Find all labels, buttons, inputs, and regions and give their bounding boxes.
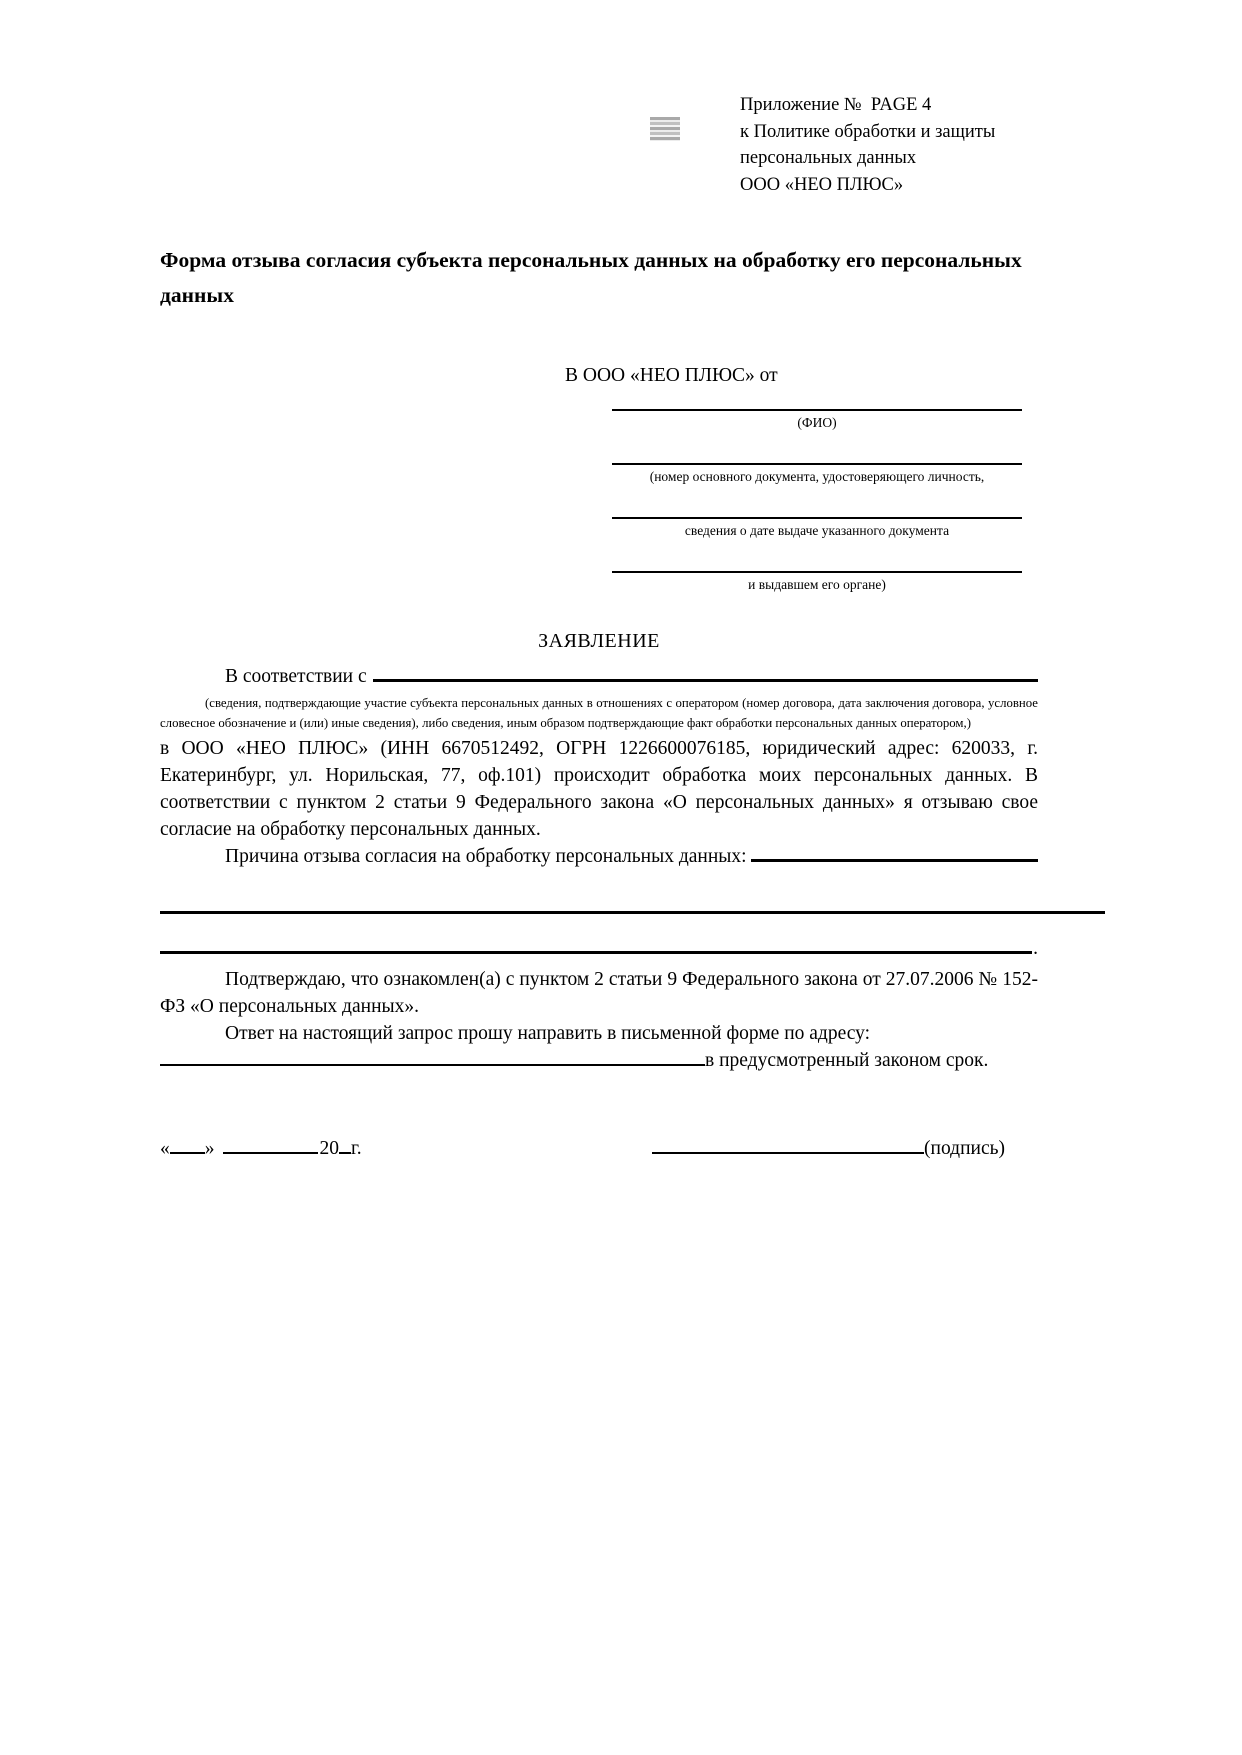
reason-line xyxy=(160,843,1038,870)
header-line-company: ООО «НЕО ПЛЮС» xyxy=(740,174,904,195)
form-field-issuing-authority[interactable] xyxy=(612,571,1022,593)
statement-body: в ООО «НЕО ПЛЮС» (ИНН 6670512492, ОГРН 1226600076185, юридический адрес: 620033, г. Екатеринбург, ул. Норильская, 77, оф.101) происходит обработка моих персональных данных. В соответствии с пунктом 2 статьи 9 Федерального закона «О персональных данных» я отзываю свое согласие на обработку персональных данных. xyxy=(160,738,1038,840)
year-blank[interactable] xyxy=(339,1152,351,1154)
signature-row xyxy=(160,1135,1005,1162)
intro-line xyxy=(160,663,1038,690)
addressee-to-line: В ООО «НЕО ПЛЮС» от xyxy=(565,365,778,386)
document-title: Форма отзыва согласия субъекта персональных данных на обработку его персональных данных xyxy=(160,248,1022,307)
confirmation-paragraph: Подтверждаю, что ознакомлен(а) с пунктом 2 статьи 9 Федерального закона от 27.07.2006 № 152-ФЗ «О персональных данных». xyxy=(160,969,1038,1017)
month-blank[interactable] xyxy=(223,1152,318,1154)
day-blank[interactable] xyxy=(170,1152,205,1154)
year-suffix: г. xyxy=(351,1138,362,1159)
blank-line-2-rule[interactable] xyxy=(160,951,1032,954)
header-line-personal-data: персональных данных xyxy=(740,148,917,168)
fine-print-note: (сведения, подтверждающие участие субъекта персональных данных в отношениях с оператором (номер договора, дата заключения договора, условное словесное обозначение и (или) иные сведения), либо сведения, иным образом подтверждающие факт обработки персональных данных оператором,) xyxy=(160,696,1038,730)
reason-label: Причина отзыва согласия на обработку персональных данных: xyxy=(225,846,747,867)
field-caption-fio: (ФИО) xyxy=(797,415,837,430)
reply-address-line xyxy=(160,1047,1038,1074)
blank-line-2 xyxy=(160,938,1038,960)
form-field-fio[interactable] xyxy=(612,409,1022,431)
signature-caption: (подпись) xyxy=(924,1138,1005,1159)
basis-blank-line[interactable] xyxy=(373,679,1038,682)
signature-blank[interactable] xyxy=(652,1152,924,1154)
header-block xyxy=(740,92,1040,198)
form-field-issue-date[interactable] xyxy=(612,517,1022,539)
field-caption-document-number: (номер основного документа, удостоверяющего личность, xyxy=(649,469,985,484)
year-prefix: 20 xyxy=(319,1138,339,1159)
header-line-policy: к Политике обработки и защиты xyxy=(740,121,996,142)
statement-heading: ЗАЯВЛЕНИЕ xyxy=(538,630,660,652)
address-blank-line[interactable] xyxy=(160,1064,705,1066)
addressee-fields xyxy=(612,409,1022,593)
reason-blank-line[interactable] xyxy=(751,859,1038,862)
blank-line-1[interactable] xyxy=(160,911,1105,914)
reply-suffix-text: в предусмотренный законом срок. xyxy=(705,1050,989,1071)
addressee-block xyxy=(565,362,1037,625)
date-group xyxy=(160,1135,362,1162)
header-line-appendix: Приложение № PAGE 4 xyxy=(740,95,932,115)
open-quote: « xyxy=(160,1138,170,1159)
field-caption-issue-date: сведения о дате выдаче указанного документа xyxy=(684,523,950,538)
field-caption-issuing-authority: и выдавшем его органе) xyxy=(748,577,886,592)
blank-line-period: . xyxy=(1033,938,1038,959)
form-field-document-number[interactable] xyxy=(612,463,1022,485)
embedded-object-artifact xyxy=(650,117,680,141)
close-quote: » xyxy=(204,1138,215,1159)
statement-section xyxy=(160,628,1038,1074)
signature-group xyxy=(652,1135,1005,1162)
reply-paragraph: Ответ на настоящий запрос прошу направить в письменной форме по адресу: xyxy=(225,1023,871,1044)
intro-prefix-text: В соответствии с xyxy=(225,666,367,687)
